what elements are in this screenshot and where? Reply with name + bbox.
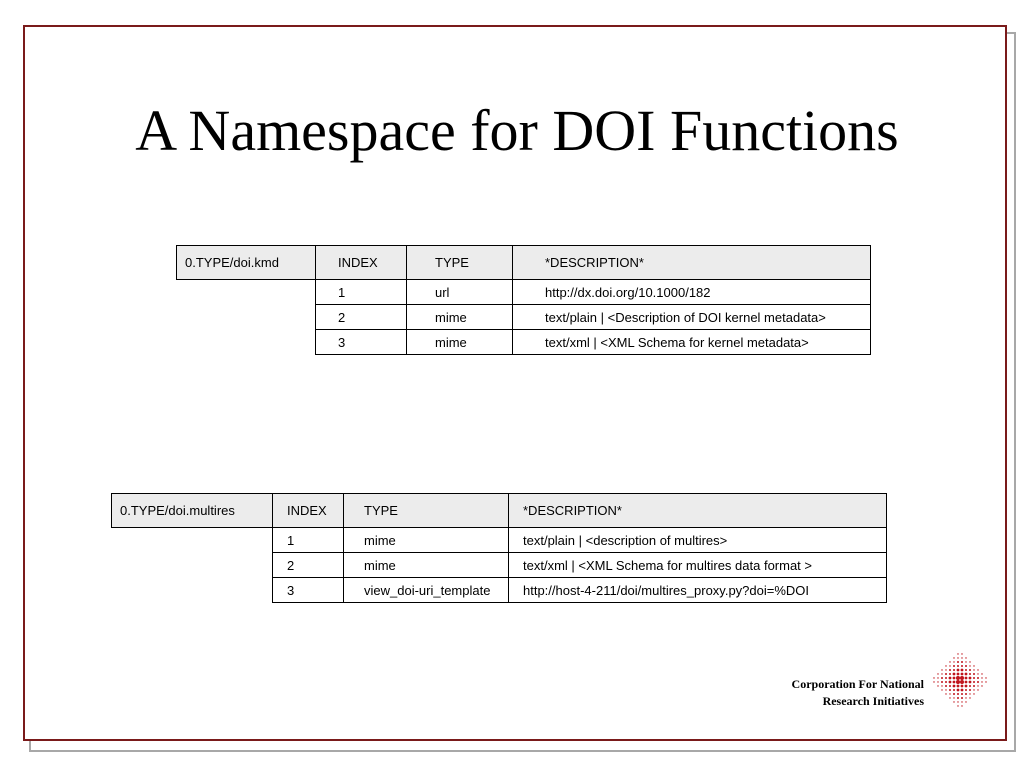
- logo-dot: [969, 681, 972, 684]
- logo-dot: [941, 673, 942, 674]
- logo-dot: [965, 685, 968, 688]
- logo-dot: [953, 673, 956, 676]
- logo-dot: [949, 681, 952, 684]
- header-index: INDEX: [273, 494, 344, 528]
- logo-dot: [933, 681, 934, 682]
- logo-dot: [960, 676, 964, 680]
- logo-dot: [973, 693, 974, 694]
- logo-dot: [961, 689, 964, 692]
- table-row: [177, 280, 871, 305]
- organization-name: [792, 676, 924, 710]
- table-row: [177, 305, 871, 330]
- logo-dot: [965, 673, 968, 676]
- logo-dot: [961, 653, 962, 654]
- logo-dot: [965, 689, 967, 691]
- logo-dot: [977, 689, 978, 690]
- logo-dot: [953, 701, 954, 702]
- logo-dot: [949, 661, 950, 662]
- logo-dot: [969, 661, 970, 662]
- header-index: INDEX: [316, 246, 407, 280]
- logo-dot: [953, 689, 955, 691]
- multires-table: [111, 493, 887, 603]
- cell-description: text/plain | <Description of DOI kernel metadata>: [513, 305, 871, 330]
- cell-type: mime: [407, 305, 513, 330]
- logo-dot: [973, 681, 975, 683]
- logo-dot: [965, 665, 967, 667]
- logo-dot: [973, 689, 974, 690]
- logo-dot: [969, 685, 971, 687]
- logo-dot: [965, 681, 968, 684]
- logo-dot: [965, 657, 966, 658]
- logo-dot: [961, 697, 963, 699]
- logo-dot: [941, 685, 942, 686]
- multires-table-label: 0.TYPE/doi.multires: [112, 494, 273, 528]
- table-row: [112, 578, 887, 603]
- logo-dot: [965, 701, 966, 702]
- logo-dot: [960, 680, 964, 684]
- org-line-2: Research Initiatives: [822, 694, 924, 708]
- cell-description: http://host-4-211/doi/multires_proxy.py?doi=%DOI: [509, 578, 887, 603]
- slide-title: A Namespace for DOI Functions: [135, 98, 899, 163]
- logo-dot: [977, 673, 978, 674]
- cell-description: text/xml | <XML Schema for multires data format >: [509, 553, 887, 578]
- header-description: *DESCRIPTION*: [509, 494, 887, 528]
- logo-dot: [933, 677, 934, 678]
- logo-dot: [965, 661, 966, 662]
- logo-dot: [965, 693, 967, 695]
- logo-dot: [937, 677, 938, 678]
- logo-dot: [961, 673, 964, 676]
- logo-dot: [977, 669, 978, 670]
- logo-dot: [956, 680, 960, 684]
- logo-dot: [985, 677, 986, 678]
- blank-cell: [177, 280, 316, 305]
- logo-dot: [969, 673, 971, 675]
- cell-index: 3: [273, 578, 344, 603]
- logo-dot: [941, 689, 942, 690]
- logo-dot: [945, 689, 946, 690]
- cell-description: http://dx.doi.org/10.1000/182: [513, 280, 871, 305]
- logo-dot: [941, 677, 943, 679]
- header-description: *DESCRIPTION*: [513, 246, 871, 280]
- blank-cell: [112, 528, 273, 553]
- logo-dot: [937, 681, 938, 682]
- logo-dot: [957, 673, 960, 676]
- logo-dot: [953, 669, 955, 671]
- cell-type: view_doi-uri_template: [344, 578, 509, 603]
- table-header-row: [177, 246, 871, 280]
- logo-dot: [957, 689, 960, 692]
- blank-cell: [112, 578, 273, 603]
- logo-dot: [957, 705, 958, 706]
- table-row: [112, 553, 887, 578]
- logo-dot: [956, 676, 960, 680]
- kmd-table-label: 0.TYPE/doi.kmd: [177, 246, 316, 280]
- logo-dot: [949, 685, 951, 687]
- logo-dot: [953, 693, 955, 695]
- logo-dot: [941, 669, 942, 670]
- header-type: TYPE: [407, 246, 513, 280]
- logo-dot: [953, 681, 956, 684]
- logo-dot: [981, 685, 982, 686]
- logo-dot: [945, 669, 946, 670]
- logo-dot: [957, 697, 959, 699]
- table-row: [177, 330, 871, 355]
- logo-dot: [973, 673, 975, 675]
- logo-dot: [977, 685, 978, 686]
- logo-dot: [965, 677, 968, 680]
- kmd-table: [176, 245, 871, 355]
- logo-dot: [973, 669, 974, 670]
- logo-dot: [957, 693, 959, 695]
- logo-dot: [961, 669, 964, 672]
- logo-dot: [949, 665, 950, 666]
- logo-dot: [957, 665, 959, 667]
- logo-dot: [961, 701, 962, 702]
- logo-dot: [949, 669, 951, 671]
- cell-index: 2: [316, 305, 407, 330]
- logo-dot: [949, 677, 952, 680]
- logo-dot: [969, 665, 970, 666]
- logo-dot: [981, 677, 982, 678]
- blank-cell: [112, 553, 273, 578]
- logo-dot: [945, 681, 947, 683]
- cell-index: 2: [273, 553, 344, 578]
- logo-dot: [957, 653, 958, 654]
- logo-dot: [949, 697, 950, 698]
- logo-dot: [945, 665, 946, 666]
- logo-dot: [969, 669, 971, 671]
- logo-dot: [969, 697, 970, 698]
- logo-dot: [973, 665, 974, 666]
- logo-dot: [985, 681, 986, 682]
- blank-cell: [177, 330, 316, 355]
- logo-dot: [957, 701, 958, 702]
- blank-cell: [177, 305, 316, 330]
- logo-dot: [945, 685, 947, 687]
- logo-dot: [953, 661, 954, 662]
- logo-dot: [949, 673, 951, 675]
- logo-dot: [977, 681, 979, 683]
- logo-dot: [961, 661, 963, 663]
- logo-dot: [969, 677, 972, 680]
- cell-index: 3: [316, 330, 407, 355]
- cell-description: text/xml | <XML Schema for kernel metadata>: [513, 330, 871, 355]
- logo-dot: [961, 665, 963, 667]
- cell-type: mime: [407, 330, 513, 355]
- org-line-1: Corporation For National: [791, 677, 924, 691]
- table-header-row: [112, 494, 887, 528]
- logo-dot: [965, 669, 967, 671]
- logo-dot: [957, 661, 959, 663]
- logo-dot: [973, 685, 975, 687]
- cell-type: url: [407, 280, 513, 305]
- logo-dot: [945, 677, 947, 679]
- logo-dot: [957, 669, 960, 672]
- logo-dot: [949, 693, 950, 694]
- logo-dot: [953, 677, 956, 680]
- logo-dot: [981, 681, 982, 682]
- logo-dot: [957, 657, 958, 658]
- cell-index: 1: [273, 528, 344, 553]
- cnri-logo-icon: [928, 648, 992, 712]
- header-type: TYPE: [344, 494, 509, 528]
- logo-dot: [941, 681, 943, 683]
- table-row: [112, 528, 887, 553]
- logo-dot: [953, 685, 956, 688]
- cell-description: text/plain | <description of multires>: [509, 528, 887, 553]
- logo-dot: [937, 673, 938, 674]
- logo-dot: [973, 677, 975, 679]
- cell-type: mime: [344, 553, 509, 578]
- logo-dot: [977, 677, 979, 679]
- logo-dot: [953, 665, 955, 667]
- logo-dot: [965, 697, 966, 698]
- logo-dot: [961, 705, 962, 706]
- cell-index: 1: [316, 280, 407, 305]
- logo-dot: [949, 689, 951, 691]
- logo-dot: [961, 693, 963, 695]
- logo-dot: [937, 685, 938, 686]
- logo-dot: [969, 689, 971, 691]
- cell-type: mime: [344, 528, 509, 553]
- logo-dot: [957, 685, 960, 688]
- logo-dot: [981, 673, 982, 674]
- logo-dot: [945, 693, 946, 694]
- logo-dot: [969, 693, 970, 694]
- logo-dot: [953, 697, 954, 698]
- logo-dot: [953, 657, 954, 658]
- logo-dot: [961, 657, 962, 658]
- logo-dot: [961, 685, 964, 688]
- logo-dot: [945, 673, 947, 675]
